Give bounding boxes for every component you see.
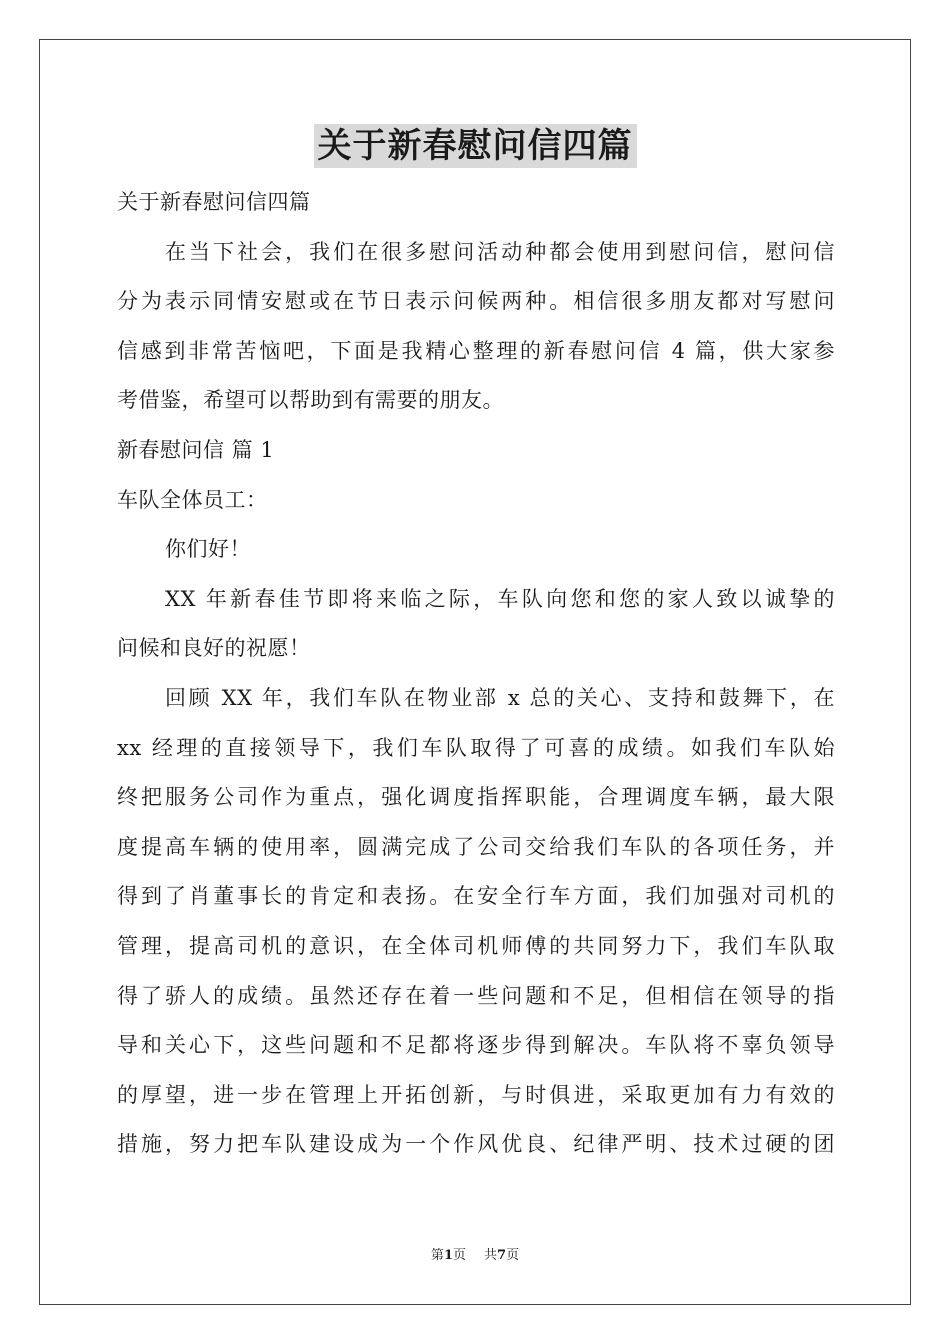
text-line: 问候和良好的祝愿！ xyxy=(117,636,311,661)
page-total: 7 xyxy=(497,1248,507,1263)
document-body xyxy=(117,178,835,1170)
text-line: XX 年新春佳节即将来临之际，车队向您和您的家人致以诚挚的 xyxy=(165,586,835,611)
text-line: xx 经理的直接领导下，我们车队取得了可喜的成绩。如我们车队始 xyxy=(117,735,835,760)
page-prefix: 第 xyxy=(430,1248,444,1263)
page-current: 1 xyxy=(443,1248,453,1263)
total-prefix: 共 xyxy=(484,1248,498,1263)
text-line: 分为表示同情安慰或在节日表示问候两种。相信很多朋友都对写慰问 xyxy=(117,289,835,314)
text-line: 措施，努力把车队建设成为一个作风优良、纪律严明、技术过硬的团 xyxy=(117,1132,835,1157)
document-title: 关于新春慰问信四篇 xyxy=(314,124,637,168)
text-line: 终把服务公司作为重点，强化调度指挥职能，合理调度车辆，最大限 xyxy=(117,785,835,810)
text-line: 导和关心下，这些问题和不足都将逐步得到解决。车队将不辜负领导 xyxy=(117,1033,835,1058)
title-container xyxy=(0,124,950,168)
page-footer xyxy=(0,1246,950,1266)
text-line: 考借鉴，希望可以帮助到有需要的朋友。 xyxy=(117,388,504,413)
text-line: 车队全体员工： xyxy=(117,487,268,512)
text-line: 管理，提高司机的意识，在全体司机师傅的共同努力下，我们车队取 xyxy=(117,933,835,958)
text-line: 得到了肖董事长的肯定和表扬。在安全行车方面，我们加强对司机的 xyxy=(117,884,835,909)
text-line: 信感到非常苦恼吧，下面是我精心整理的新春慰问信 4 篇，供大家参 xyxy=(117,338,835,363)
page-suffix: 页 xyxy=(452,1248,466,1263)
text-line: 关于新春慰问信四篇 xyxy=(117,190,311,214)
text-line: 你们好！ xyxy=(165,537,251,562)
text-line: 的厚望，进一步在管理上开拓创新，与时俱进，采取更加有力有效的 xyxy=(117,1082,835,1107)
text-line: 在当下社会，我们在很多慰问活动种都会使用到慰问信，慰问信 xyxy=(165,239,835,264)
text-line: 回顾 XX 年，我们车队在物业部 x 总的关心、支持和鼓舞下，在 xyxy=(165,685,835,710)
text-line: 度提高车辆的使用率，圆满完成了公司交给我们车队的各项任务，并 xyxy=(117,834,835,859)
text-line: 新春慰问信 篇 1 xyxy=(117,437,275,462)
total-suffix: 页 xyxy=(506,1248,520,1263)
text-line: 得了骄人的成绩。虽然还存在着一些问题和不足，但相信在领导的指 xyxy=(117,983,835,1008)
